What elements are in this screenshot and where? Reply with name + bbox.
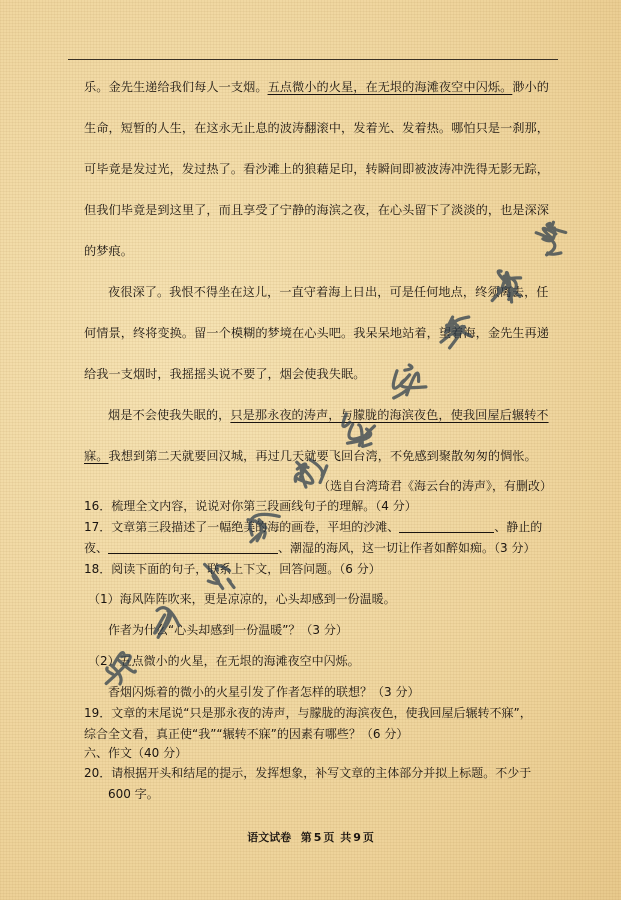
watermark-glyph [393, 365, 426, 398]
watermark-glyph [536, 222, 566, 255]
passage-line: 烟是不会使我失眠的，只是那永夜的涛声，与朦胧的海滨夜色，使我回屋后辗转不 [108, 408, 549, 422]
question-17: 17．文章第三段描述了一幅绝美的海的画卷，平坦的沙滩、 、静止的 [84, 520, 543, 534]
answer-blank[interactable] [399, 519, 494, 533]
question-18-2-ask: 香烟闪烁着的微小的火星引发了作者怎样的联想？（3 分） [108, 685, 420, 699]
passage-line: 可毕竟是发过光，发过热了。看沙滩上的狼藉足印，转瞬间即被波涛冲洗得无影无踪， [84, 162, 550, 176]
passage-line: 的梦痕。 [84, 244, 133, 258]
passage-line: 乐。金先生递给我们每人一支烟。五点微小的火星，在无垠的海滩夜空中闪烁。渺小的 [84, 80, 550, 94]
passage-source: （选自台湾琦君《海云台的涛声》，有删改） [318, 479, 553, 493]
question-20-cont: 600 字。 [108, 787, 159, 801]
passage-line: 给我一支烟时，我摇摇头说不要了，烟会使我失眠。 [84, 367, 366, 381]
underlined-sentence: 五点微小的火星，在无垠的海滩夜空中闪烁。 [267, 80, 513, 94]
question-18-1: （1）海风阵阵吹来，更是凉凉的，心头却感到一份温暖。 [88, 592, 396, 606]
question-20: 20．请根据开头和结尾的提示，发挥想象，补写文章的主体部分并拟上标题。不少于 [84, 766, 532, 780]
passage-line: 生命，短暂的人生，在这永无止息的波涛翻滚中，发着光、发着热。哪怕只是一刹那， [84, 121, 550, 135]
question-19-cont: 综合全文看，真正使“我”“辗转不寐”的因素有哪些？（6 分） [84, 727, 409, 741]
section-heading: 六、作文（40 分） [84, 746, 188, 760]
passage-line: 何情景，终将变换。留一个模糊的梦境在心头吧。我呆呆地站着，望着海，金先生再递 [84, 326, 550, 340]
question-18-1-ask: 作者为什么“心头却感到一份温暖”？（3 分） [108, 623, 348, 637]
question-19: 19．文章的末尾说“只是那永夜的涛声，与朦胧的海滨夜色，使我回屋后辗转不寐”， [84, 706, 532, 720]
underlined-sentence: 寐。 [84, 449, 109, 463]
question-18-2: （2）五点微小的火星，在无垠的海滩夜空中闪烁。 [88, 654, 360, 668]
passage-line: 但我们毕竟是到这里了，而且享受了宁静的海滨之夜，在心头留下了淡淡的，也是深深 [84, 203, 550, 217]
page-footer: 语文试卷 第 5 页 共 9 页 [247, 831, 374, 844]
underlined-sentence: 只是那永夜的涛声，与朦胧的海滨夜色，使我回屋后辗转不 [230, 408, 549, 422]
question-16: 16．梳理全文内容，说说对你第三段画线句子的理解。（4 分） [84, 499, 417, 513]
passage-line: 寐。我想到第二天就要回汉城，再过几天就要飞回台湾，不免感到聚散匆匆的惆怅。 [84, 449, 537, 463]
passage-line: 夜很深了。我恨不得坐在这儿，一直守着海上日出，可是任何地点，终须离去，任 [108, 285, 549, 299]
answer-blank[interactable] [108, 540, 278, 554]
question-18: 18．阅读下面的句子，联系上下文，回答问题。（6 分） [84, 562, 381, 576]
header-rule [68, 59, 558, 60]
question-17-cont: 夜、 、潮湿的海风，这一切让作者如醉如痴。（3 分） [84, 541, 536, 555]
